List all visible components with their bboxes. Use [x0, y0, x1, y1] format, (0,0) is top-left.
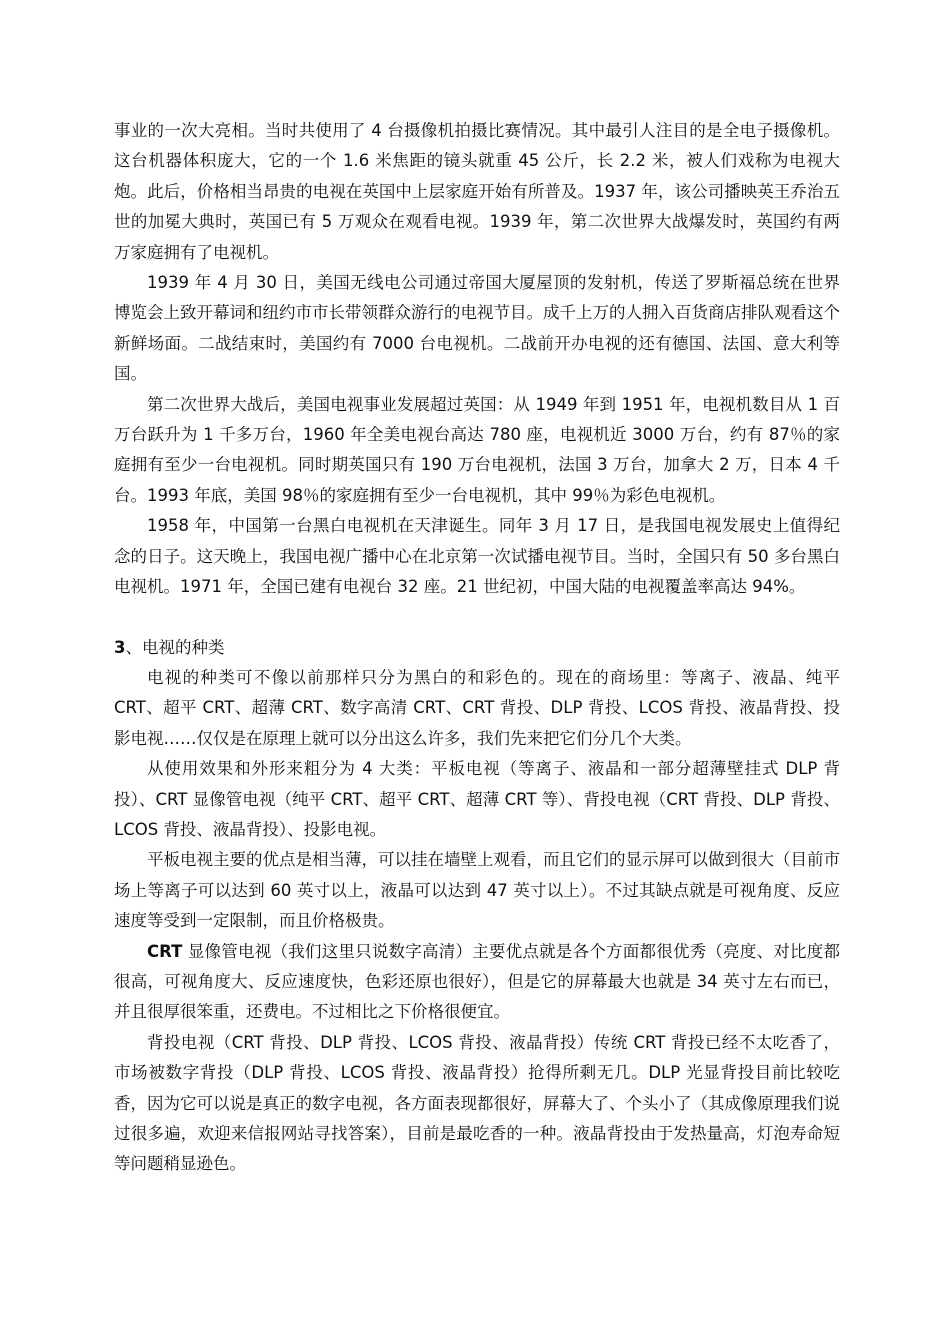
paragraph-us-1939: 1939 年 4 月 30 日，美国无线电公司通过帝国大厦屋顶的发射机，传送了罗斯福总统在世界博览会上致开幕词和纽约市市长带领群众游行的电视节目。成千上万的人拥入百货商店排队观看这个新鲜场面。二战结束时，美国约有 7000 台电视机。二战前开办电视的还有德国、法国、意大利等国。 [114, 273, 840, 384]
section-title: 、电视的种类 [125, 637, 225, 657]
crt-lead: CRT [147, 941, 183, 961]
document-page [114, 116, 840, 1180]
section-number: 3 [114, 637, 126, 657]
paragraph-uk-history: 事业的一次大亮相。当时共使用了 4 台摄像机拍摄比赛情况。其中最引人注目的是全电子摄像机。这台机器体积庞大，它的一个 1.6 米焦距的镜头就重 45 公斤，长 2.2 米，被人们戏称为电视大炮。此后，价格相当昂贵的电视在英国中上层家庭开始有所普及。1937 年，该公司播映英王乔治五世的加冕大典时，英国已有 5 万观众在观看电视。1939 年，第二次世界大战爆发时，英国约有两万家庭拥有了电视机。 [114, 121, 840, 262]
paragraph-flat-panel: 平板电视主要的优点是相当薄，可以挂在墙壁上观看，而且它们的显示屏可以做到很大（目前市场上等离子可以达到 60 英寸以上，液晶可以达到 47 英寸以上）。不过其缺点就是可视角度、反应速度等受到一定限制，而且价格极贵。 [114, 850, 840, 931]
section-gap [114, 603, 840, 633]
section-heading [114, 633, 840, 663]
paragraph-tv-types-intro: 电视的种类可不像以前那样只分为黑白的和彩色的。现在的商场里：等离子、液晶、纯平 CRT、超平 CRT、超薄 CRT、数字高清 CRT、CRT 背投、DLP 背投、LCOS 背投、液晶背投、投影电视……仅仅是在原理上就可以分出这么许多，我们先来把它们分几个大类。 [114, 667, 840, 748]
paragraph-four-categories: 从使用效果和外形来粗分为 4 大类：平板电视（等离子、液晶和一部分超薄壁挂式 DLP 背投）、CRT 显像管电视（纯平 CRT、超平 CRT、超薄 CRT 等）、背投电视（CRT 背投、DLP 背投、LCOS 背投、液晶背投）、投影电视。 [114, 759, 840, 839]
paragraph-postwar-us: 第二次世界大战后，美国电视事业发展超过英国：从 1949 年到 1951 年，电视机数目从 1 百万台跃升为 1 千多万台，1960 年全美电视台高达 780 座，电视机近 3000 万台，约有 87％的家庭拥有至少一台电视机。同时期英国只有 190 万台电视机，法国 3 万台，加拿大 2 万，日本 4 千台。1993 年底，美国 98％的家庭拥有至少一台电视机，其中 99％为彩色电视机。 [114, 394, 840, 505]
paragraph-crt [114, 937, 840, 1028]
crt-rest: 显像管电视（我们这里只说数字高清）主要优点就是各个方面都很优秀（亮度、对比度都很高，可视角度大、反应速度快，色彩还原也很好），但是它的屏幕最大也就是 34 英寸左右而已，并且很厚很笨重，还费电。不过相比之下价格很便宜。 [114, 941, 840, 1022]
paragraph-china-1958: 1958 年，中国第一台黑白电视机在天津诞生。同年 3 月 17 日，是我国电视发展史上值得纪念的日子。这天晚上，我国电视广播中心在北京第一次试播电视节目。当时，全国只有 50 多台黑白电视机。1971 年，全国已建有电视台 32 座。21 世纪初，中国大陆的电视覆盖率高达 94%。 [114, 516, 840, 597]
paragraph-rear-projection: 背投电视（CRT 背投、DLP 背投、LCOS 背投、液晶背投）传统 CRT 背投已经不太吃香了，市场被数字背投（DLP 背投、LCOS 背投、液晶背投）抢得所剩无几。DLP 光显背投目前比较吃香，因为它可以说是真正的数字电视，各方面表现都很好，屏幕大了、个头小了（其成像原理我们说过很多遍，欢迎来信报网站寻找答案），目前是最吃香的一种。液晶背投由于发热量高，灯泡寿命短等问题稍显逊色。 [114, 1032, 840, 1174]
